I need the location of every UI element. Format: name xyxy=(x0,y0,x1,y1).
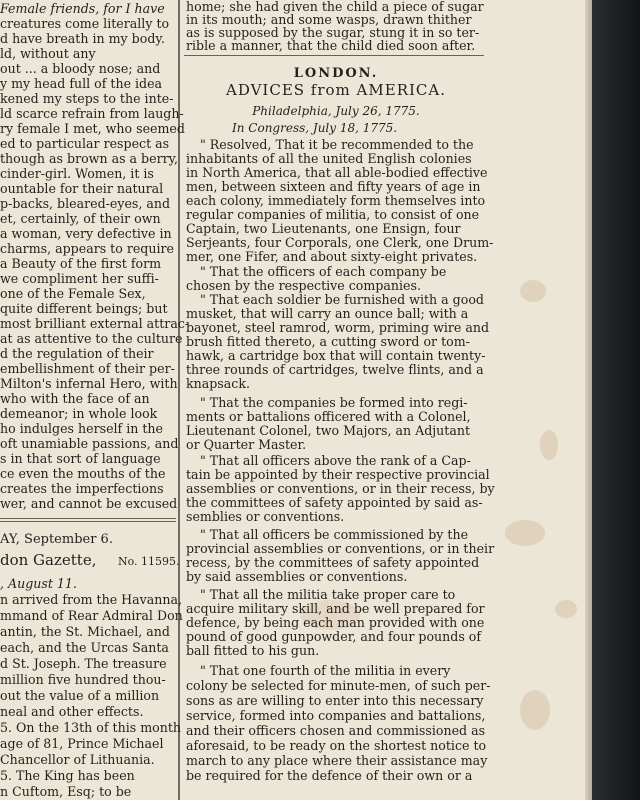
text-line: age of 81, Prince Michael xyxy=(0,736,164,751)
text-line: embellishment of their per- xyxy=(0,361,175,376)
text-line: n Cuftom, Esq; to be xyxy=(0,784,132,799)
text-line: home; she had given the child a piece of sugar xyxy=(186,0,484,14)
text-line: million five hundred thou- xyxy=(0,672,166,687)
text-line: y my head full of the idea xyxy=(0,76,163,91)
text-line: d St. Joseph. The treasure xyxy=(0,656,167,671)
text-line: " That all officers be commissioned by the xyxy=(200,527,469,542)
text-line: Lieutenant Colonel, two Majors, an Adjutant xyxy=(186,423,471,438)
text-line: recess, by the committees of safety appointed xyxy=(186,555,480,570)
section-rule xyxy=(184,55,484,56)
text-line: hawk, a cartridge box that will contain twenty- xyxy=(186,348,486,363)
text-line: march to any place where their assistance may xyxy=(186,753,488,768)
text-line: " That all officers above the rank of a Cap- xyxy=(200,453,471,468)
text-line: musket, that will carry an ounce ball; with a xyxy=(186,306,469,321)
text-line: n arrived from the Havanna, xyxy=(0,592,183,607)
text-line: demeanor; in whole look xyxy=(0,406,158,421)
section-heading-london: LONDON. xyxy=(293,66,379,81)
text-line: 5. The King has been xyxy=(0,768,135,783)
text-line: acquire military skill, and be well prepared for xyxy=(186,601,485,616)
text-line: " That all the militia take proper care to xyxy=(200,587,456,602)
text-line: Chancellor of Lithuania. xyxy=(0,752,155,767)
text-line: service, formed into companies and battalions, xyxy=(186,708,486,723)
age-stain xyxy=(540,430,558,460)
text-line: regular companies of militia, to consist of one xyxy=(186,207,480,222)
text-line: quite different beings; but xyxy=(0,301,168,316)
text-line: ld, without any xyxy=(0,46,96,61)
text-line: we compliment her suffi- xyxy=(0,271,159,286)
text-line: p-backs, bleared-eyes, and xyxy=(0,196,171,211)
text-line: ball fitted to his gun. xyxy=(186,643,320,658)
text-line: tain be appointed by their respective provincial xyxy=(186,467,490,482)
text-line: the committees of safety appointed by said as- xyxy=(186,495,483,510)
text-line: creates the imperfections xyxy=(0,481,164,496)
text-line: bayonet, steel ramrod, worm, priming wire and xyxy=(186,320,490,335)
text-line: though as brown as a berry, xyxy=(0,151,179,166)
text-line: ed to particular respect as xyxy=(0,136,170,151)
gazette-number: No. 11595. xyxy=(118,555,180,568)
issue-dateline: AY, September 6. xyxy=(0,532,113,547)
text-line: ld scarce refrain from laugh- xyxy=(0,106,184,121)
text-line: " That the companies be formed into regi- xyxy=(200,395,468,410)
dateline-congress: In Congress, July 18, 1775. xyxy=(232,121,398,135)
text-line: who with the face of an xyxy=(0,391,150,406)
text-line: charms, appears to require xyxy=(0,241,174,256)
text-line: neal and other effects. xyxy=(0,704,144,719)
text-line: in North America, that all able-bodied effective xyxy=(186,165,488,180)
text-line: knapsack. xyxy=(186,376,250,391)
dateline-philadelphia: Philadelphia, July 26, 1775. xyxy=(252,104,420,118)
text-line: in its mouth; and some wasps, drawn thither xyxy=(186,12,472,27)
text-line: a woman, very defective in xyxy=(0,226,172,241)
text-line: Captain, two Lieutenants, one Ensign, four xyxy=(186,221,461,236)
text-line: colony be selected for minute-men, of such per- xyxy=(186,678,491,693)
text-line: mer, one Fifer, and about sixty-eight privates. xyxy=(186,249,478,264)
age-stain xyxy=(505,520,545,546)
text-line: kened my steps to the inte- xyxy=(0,91,174,106)
section-heading-advices: ADVICES from AMERICA. xyxy=(225,81,446,99)
text-line: out the value of a million xyxy=(0,688,160,703)
text-line: d have breath in my body. xyxy=(0,31,165,46)
text-line: creatures come literally to xyxy=(0,16,170,31)
age-stain xyxy=(520,690,550,730)
text-line: " That the officers of each company be xyxy=(200,264,447,279)
text-line: ountable for their natural xyxy=(0,181,164,196)
text-line: a Beauty of the first form xyxy=(0,256,162,271)
text-line: s in that sort of language xyxy=(0,451,161,466)
gazette-title: don Gazette, xyxy=(0,551,97,569)
age-stain xyxy=(520,280,546,302)
text-line: each, and the Urcas Santa xyxy=(0,640,169,655)
text-line: sons as are willing to enter into this necessary xyxy=(186,693,484,708)
text-line: d the regulation of their xyxy=(0,346,154,361)
text-line: aforesaid, to be ready on the shortest notice to xyxy=(186,738,487,753)
text-line: et, certainly, of their own xyxy=(0,211,161,226)
text-line: wer, and cannot be excused xyxy=(0,496,178,511)
text-line: " That each soldier be furnished with a good xyxy=(200,292,484,307)
text-line: , August 11. xyxy=(0,576,77,591)
text-line: ce even the mouths of the xyxy=(0,466,166,481)
text-line: cinder-girl. Women, it is xyxy=(0,166,154,181)
text-line: rible a manner, that the child died soon after. xyxy=(186,38,476,53)
text-line: and their officers chosen and commissioned as xyxy=(186,723,486,738)
text-line: men, between sixteen and fifty years of age in xyxy=(186,179,481,194)
text-line: or Quarter Master. xyxy=(186,437,307,452)
dark-background xyxy=(592,0,640,800)
text-line: Female friends, for I have xyxy=(0,1,165,16)
text-line: be required for the defence of their own or a xyxy=(186,768,473,783)
text-line: three rounds of cartridges, twelve flints, and a xyxy=(186,362,484,377)
text-line: " That one fourth of the militia in every xyxy=(200,663,451,678)
text-line: each colony, immediately form themselves into xyxy=(186,193,486,208)
section-rule xyxy=(0,518,176,519)
text-line: inhabitants of all the united English colonies xyxy=(186,151,472,166)
text-line: Milton's infernal Hero, with xyxy=(0,376,178,391)
text-line: by said assemblies or conventions. xyxy=(186,569,408,584)
text-line: as is supposed by the sugar, stung it in so ter- xyxy=(186,25,480,40)
text-line: at as attentive to the culture xyxy=(0,331,183,346)
text-line: chosen by the respective companies. xyxy=(186,278,421,293)
text-line: ho indulges herself in the xyxy=(0,421,163,436)
text-line: antin, the St. Michael, and xyxy=(0,624,170,639)
text-line: most brilliant external attrac- xyxy=(0,316,190,331)
text-line: mmand of Rear Admiral Don xyxy=(0,608,183,623)
text-line: brush fitted thereto, a cutting sword or tom- xyxy=(186,334,470,349)
text-line: ry female I met, who seemed xyxy=(0,121,185,136)
text-line: defence, by being each man provided with one xyxy=(186,615,485,630)
text-line: provincial assemblies or conventions, or in their xyxy=(186,541,495,556)
text-line: semblies or conventions. xyxy=(186,509,345,524)
text-line: out ... a bloody nose; and xyxy=(0,61,161,76)
text-line: 5. On the 13th of this month xyxy=(0,720,182,735)
text-line: one of the Female Sex, xyxy=(0,286,146,301)
text-line: ments or battalions officered with a Colonel, xyxy=(186,409,471,424)
text-line: Serjeants, four Corporals, one Clerk, one Drum- xyxy=(186,235,494,250)
age-stain xyxy=(555,600,577,618)
text-line: oft unamiable passions, and xyxy=(0,436,179,451)
text-line: assemblies or conventions, or in their recess, by xyxy=(186,481,495,496)
text-line: " Resolved, That it be recommended to the xyxy=(200,137,474,152)
text-line: pound of good gunpowder, and four pounds of xyxy=(186,629,482,644)
section-rule xyxy=(0,521,176,522)
